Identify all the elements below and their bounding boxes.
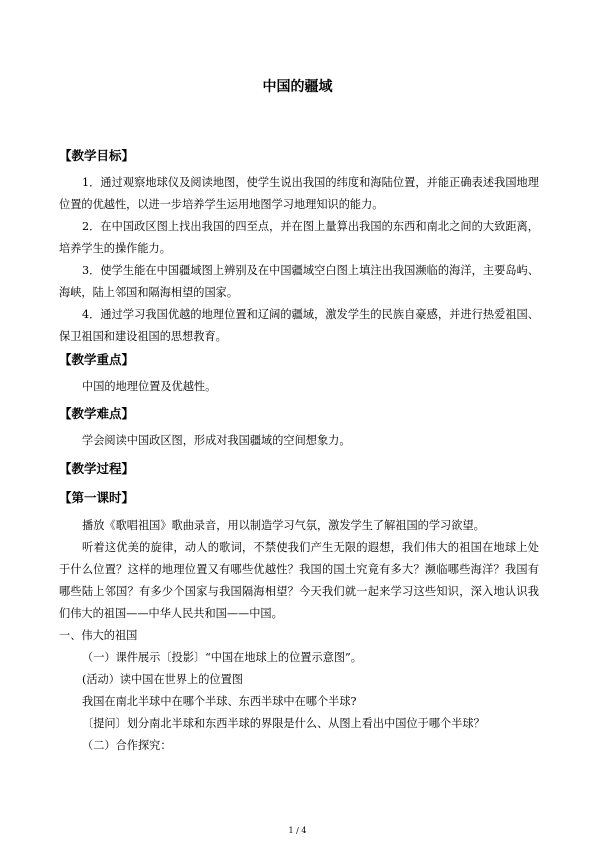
key-points-text: 中国的地理位置及优越性。	[82, 380, 217, 393]
section-subheading: 一、伟大的祖国	[59, 629, 138, 642]
page-title: 中国的疆域	[262, 79, 333, 95]
lesson1-line-1: （一）课件展示〔投影〕“中国在地球上的位置示意图”。	[82, 651, 362, 664]
key-points-heading: 【教学重点】	[59, 352, 135, 367]
objectives-heading: 【教学目标】	[59, 148, 135, 163]
difficulties-heading: 【教学难点】	[59, 406, 135, 421]
lesson1-para-2: 听着这优美的旋律，动人的歌词，不禁使我们产生无限的遐想，我们伟大的祖国在地球上处于什么位置？这样的地理位置又有哪些优越性？我国的国土究竟有多大？濒临哪些海洋？我国有哪些陆上邻国？有多少个国家与我国隔海相望？今天我们就一起来学习这些知识，深入地认识我们伟大的祖国——中华人民共和国——中国。	[59, 541, 539, 620]
lesson1-heading: 【第一课时】	[59, 490, 135, 505]
process-heading: 【教学过程】	[59, 461, 135, 476]
difficulties-text: 学会阅读中国政区图，形成对我国疆域的空间想象力。	[82, 434, 351, 447]
lesson1-line-4: 〔提问〕划分南北半球和东西半球的界限是什么、从图上看出中国位于哪个半球？	[82, 717, 485, 730]
lesson1-para-1: 播放《歌唱祖国》歌曲录音，用以制造学习气氛，激发学生了解祖国的学习欲望。	[82, 519, 485, 532]
objective-item-3: 3．使学生能在中国疆域图上辨别及在中国疆域空白图上填注出我国濒临的海洋，主要岛屿、海峡，陆上邻国和隔海相望的国家。	[59, 264, 539, 299]
lesson1-line-3: 我国在南北半球中在哪个半球、东西半球中在哪个半球?	[82, 695, 357, 708]
lesson1-line-2: (活动）读中国在世界上的位置图	[82, 673, 243, 686]
objective-item-1: 1．通过观察地球仪及阅读地图，使学生说出我国的纬度和海陆位置，并能正确表述我国地理位置的优越性，以进一步培养学生运用地图学习地理知识的能力。	[59, 176, 539, 211]
page-number: 1 / 4	[288, 826, 307, 835]
objective-item-2: 2．在中国政区图上找出我国的四至点，并在图上量算出我国的东西和南北之间的大致距离，培养学生的操作能力。	[59, 220, 539, 255]
objective-item-4: 4．通过学习我国优越的地理位置和辽阔的疆域，激发学生的民族自豪感，并进行热爱祖国、保卫祖国和建设祖国的思想教育。	[59, 308, 539, 343]
lesson1-line-5: （二）合作探究：	[82, 739, 172, 752]
